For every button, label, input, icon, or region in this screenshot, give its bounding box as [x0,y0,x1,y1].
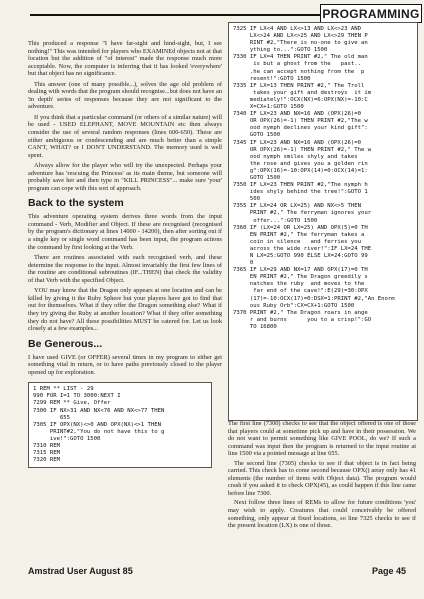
code-line: TO 16800 [233,323,277,330]
code-line: LX<>24 AND LX<>25 AND LX<>29 THEN P [233,33,368,40]
paragraph: This adventure operating system derives three words from the input command - Verb, Modifier and Object. If these are recognised (recognised by the program's dictionary at lines 14000 - 14200), then after sorting out if a single key or single word command has been input, the program actions the command by first looking at the Verb. [28,213,222,251]
paragraph: Next follow three lines of REMs to allow for future conditions 'you' may wish to apply. Creatures that could conceivably be offered something, only appear at fixed locations, so line 7325 checks to see if the present location (LX) is one of those. [228,499,416,530]
code-line: OR OPX(26)=-1) THEN PRINT #2,"The w [233,118,368,125]
code-line: 7300 IF NX>31 AND NX<76 AND NX<>77 THEN [33,407,165,414]
paragraph: I have used GIVE (or OFFER) several times in my program to either get something vital in return, or to have paths previously closed to the player opened up for exploration. [28,353,222,376]
paragraph: The first line (7300) checks to see that the object offered is one of those that players could at sometime pick up and have in their possession. We do not want to permit something like GIVE POOL, do we? If such a command was input then the program is returned to the input routine at line 1500 via a pointed message at line 655. [228,420,416,458]
code-listing [228,22,418,421]
code-line: PRINT #2," The ferryman ignores your [233,210,372,217]
code-line: ous Ruby Orb":CX=CX+1:GOTO 1500 [233,302,355,309]
code-line: 7305 IF OPX(NX)<>0 AND OPX(NX)<>1 THEN [33,421,161,428]
paragraph: If you think that a particular command (or others of a similar nature) will be used - USED ELEPHANT, MOVE MOUNTAIN etc then always consider the use of several random responses (lines 600-650). These are either ambiguous or condescending and are much better than a simple CAN'T, WHAT? or I DON'T UNDERSTAND. The memory used is well spent. [28,113,222,159]
code-line: .he can accept nothing from the p [233,68,365,75]
right-column [228,420,416,532]
paragraph: The second line (7305) checks to see if that object is in fact being carried. This check has to come second because OPX() array only has 41 elements (the number of items with Object data). The program would crash if you asked it to check OPX(45), as could happen if this line came before line 7300. [228,459,416,497]
paragraph: This answer (one of many possible...), solves the age old problem of dealing with words that the program should recognise...but does not have an 'in depth' series of responses because they are not significant to the adventure. [28,80,222,111]
code-line: N LX=25:GOTO 990 ELSE LX=24:GOTO 99 [233,253,368,259]
code-line: 7360 IF (LX=24 OR LX=25) AND OPX(5)=0 TH [233,224,368,231]
header-rule [30,14,320,16]
code-line: 7310 REM [33,442,60,449]
code-line: 655 [33,414,71,421]
code-listing [28,382,212,468]
left-column [28,40,222,468]
code-line: natches the ruby and moves to the [233,281,365,288]
code-line: is but a ghost from the past.. [233,61,361,68]
code-line: resent!":GOTO 1500 [233,75,311,82]
code-line: 7370 PRINT #2," The Dragon roars in ange [233,309,368,316]
code-line: 500 [233,196,260,203]
code-line: GOTO 1500 [233,132,281,139]
code-line: offer...":GOTO 1500 [233,217,318,224]
code-line: 0 [233,260,254,267]
code-line: 7335 IF LX=13 THEN PRINT #2," The Troll [233,82,365,89]
code-line: OR OPX(26)=-1) THEN PRINT #2," The w [233,146,372,153]
code-line: RINT #2,"There is no-one to give an [233,40,368,47]
code-line: 7330 IF LX=4 THEN PRINT #2," The old man [233,54,368,61]
section-heading: Be Generous... [28,337,103,350]
code-line: 7340 IF LX=23 AND NX=16 AND (OPX(26)=0 [233,111,361,118]
paragraph: This produced a response "I have far-sight and hind-sight, but, I see nothing!" This was intended for players who EXAMINEd objects not at that location but the addition of "of interest" made the response much more acceptable. Now, the computer is inferring that it has looked 'everywhere' but that object has no significance. [28,40,222,78]
code-line: ides shyly behind the tree!":GOTO 1 [233,189,368,196]
footer-page-number: Page 45 [371,566,406,576]
code-line: far end of the cave!":E(29)=30:OPX [233,288,368,295]
code-line: coin in silence and ferries you [233,238,361,245]
code-line: X=CX+1:GOTO 1500 [233,104,304,111]
code-line: 7320 REM [33,457,60,464]
code-line: 7325 IF LX<4 AND LX<>13 AND LX<>23 AND [233,26,361,32]
code-line: 1 REM ** LIST - 29 [33,386,94,393]
code-line: takes your gift and destroys it im [233,89,372,96]
code-line: EN PRINT #2," The Dragon greedily s [233,274,368,281]
page-footer [28,566,406,578]
code-line: 7299 REM ** Give, Offer [33,400,111,407]
code-line: 7355 IF LX=24 OR LX=25) AND NX<>5 THEN [233,203,361,210]
code-line: GOTO 1500 [233,174,281,181]
section-heading: Back to the system [28,197,124,210]
code-line: mediately!":OCX(NX)=6:OPX(NX)=-10:C [233,96,368,103]
code-line: 990 FOR I=1 TO 3000:NEXT I [33,393,121,400]
code-line: ood nymph smiles shyly and takes [233,153,358,160]
code-line: ive!":GOTO 1500 [33,435,101,442]
code-line: ything to...":GOTO 1500 [233,47,328,54]
code-line: the rose and gives you a golden rin [233,160,368,167]
paragraph: YOU may know that the Dragon only appears at one location and can be killed by giving it the Ruby Sphere but your players have got to find that out for themselves. What if they offer the Dragon something else? What if they try giving the Ruby at another location? What if they offer something they do not have? All these possibilities MUST be catered for. Let us look closely at a few examples... [28,287,222,333]
code-line: EN PRINT #2," The ferryman takes a [233,231,365,238]
code-line: (17)=-10:OCX(17)=0:DSX=1:PRINT #2,"An Enorm [233,295,395,302]
code-line: ood nymph declines your kind gift": [233,125,368,132]
code-line: PRINT#2,"You do not have this to g [33,428,165,435]
code-line: r and burns you to a crisp!":GO [233,316,372,323]
code-line: 7345 IF LX=23 AND NX=16 AND (OPX(26)=0 [233,139,361,146]
code-line: across the wide river!":IF LX=24 THE [233,245,372,252]
section-tab: PROGRAMMING [320,4,422,23]
code-line: 7365 IF LX=29 AND NX=17 AND OPX(17)=0 TH [233,267,368,274]
paragraph: Always allow for the player who will try the unexpected. Perhaps your adventure has 'rescuing the Princess' as its main theme, but someone will probably save her and then type in "KILL PRINCESS"... make sure 'your' program can cope with this sort of approach. [28,162,222,192]
footer-publication: Amstrad User August 85 [28,566,133,576]
paragraph: There are routines associated with each recognised verb, and these determine the response to the input. Almost invariably the first few lines of the routine are conditional subroutines (IF...THEN) that check the validity of that Verb with the specified Object. [28,254,222,284]
code-line: 7350 IF LX=23 THEN PRINT #2,"The nymph h [233,182,368,189]
code-line: 7315 REM [33,450,60,457]
code-line: g":OPX(16)=-10:OPX(14)=0:OCX(14)=1: [233,167,368,174]
